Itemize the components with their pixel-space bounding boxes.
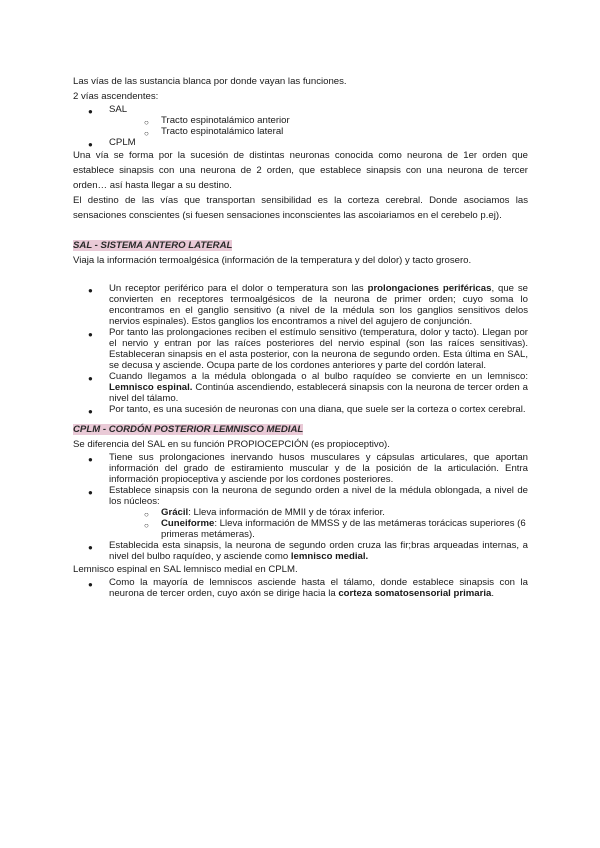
- heading-sal: SAL - SISTEMA ANTERO LATERAL: [73, 240, 233, 251]
- heading-cplm: CPLM - CORDÓN POSTERIOR LEMNISCO MEDIAL: [73, 424, 304, 435]
- bold-term: prolongaciones periféricas: [367, 283, 492, 294]
- intro-line: Las vías de las sustancia blanca por donde vayan las funciones.: [73, 76, 347, 87]
- list-item: ● Como la mayoría de lemniscos asciende hasta el tálamo, donde establece sinapsis con la neurona de tercer orden, cuyo axón se dirige hacia la corteza somatosensorial primaria.: [73, 577, 528, 599]
- intro-line-ascending: 2 vías ascendentes:: [73, 91, 159, 102]
- cplm-intro: Se diferencia del SAL en su función PROPIOCEPCIÓN (es propioceptivo).: [73, 439, 390, 450]
- lemnisco-note: Lemnisco espinal en SAL lemnisco medial en CPLM.: [73, 564, 298, 575]
- list-item-sal: ● SAL: [73, 104, 528, 115]
- list-item: ● Cuando llegamos a la médula oblongada o al bulbo raquídeo se convierte en un lemnisco: Lemnisco espinal. Continúa ascendiendo, establecerá sinapsis con la neurona de tercer orden a nivel del tálamo.: [73, 371, 528, 404]
- bold-term: corteza somatosensorial primaria: [338, 588, 492, 599]
- ascending-list: [73, 104, 528, 148]
- bold-term: Lemnisco espinal.: [109, 382, 193, 393]
- list-item: ● Tiene sus prolongaciones inervando husos musculares y cápsulas articulares, que aportan información del grado de estiramiento muscular y de la posición de la articulación. Entra información propioceptiva y asciende por los cordones posteriores.: [73, 452, 528, 485]
- list-item: ● Establece sinapsis con la neurona de segundo orden a nivel de la médula oblongada, a nivel de los núcleos:: [73, 485, 528, 507]
- cplm-list-2: [73, 577, 528, 599]
- sal-list: [73, 283, 528, 415]
- list-item: ● Establecida esta sinapsis, la neurona de segundo orden cruza las fir;bras arqueadas internas, a nivel del bulbo raquídeo, y asciende como lemnisco medial.: [73, 540, 528, 562]
- list-item: ● Por tanto las prolongaciones reciben el estímulo sensitivo (temperatura, dolor y tacto). Llegan por el nervio y entran por las raíces posteriores del nervio espinal (son las raíces sensitivas). Estableceran sinapsis en el asta posterior, con la neurona de segundo orden. Esta última en SAL, se decusa y asciende. Ocupa parte de los cordones anteriores y parte del cordón lateral.: [73, 327, 528, 371]
- bold-term: lemnisco medial.: [290, 551, 369, 562]
- list-item: ● Un receptor periférico para el dolor o temperatura son las prolongaciones periféricas, que se convierten en receptores termoalgésicos de la neurona de primer orden; cuyo soma lo encontramos en el ganglio sensitivo (a nivel de la médula son los ganglios sensitivos delos nervios espinales). Estos ganglios los encontramos a nivel del agujero de conjunción.: [73, 283, 528, 327]
- sub-item-lateral: ○ Tracto espinotalámico lateral: [73, 126, 528, 137]
- paragraph-destination: El destino de las vías que transportan sensibilidad es la corteza cerebral. Donde asociamos las sensaciones conscientes (si fuesen sensaciones inconscientes las ascoiariamos en el cerebelo p.ej).: [73, 195, 528, 221]
- sub-item-anterior: ○ Tracto espinotalámico anterior: [73, 115, 528, 126]
- sub-item-gracil: ○ Grácil: Lleva información de MMII y de tórax inferior.: [73, 507, 528, 518]
- cplm-list: [73, 452, 528, 562]
- list-item-cplm: ● CPLM: [73, 137, 528, 148]
- sub-item-cuneiforme: ○ Cuneiforme: Lleva información de MMSS y de las metámeras torácicas superiores (6 primeras metámeras).: [73, 518, 528, 540]
- paragraph-neurons: Una vía se forma por la sucesión de distintas neuronas conocida como neurona de 1er orden que establece sinapsis con una neurona de 2 orden, que establece sinapsis con una neurona de tercer orden… así hasta llegar a su destino.: [73, 150, 528, 191]
- list-item: ● Por tanto, es una sucesión de neuronas con una diana, que suele ser la corteza o cortex cerebral.: [73, 404, 528, 415]
- sal-intro: Viaja la información termoalgésica (información de la temperatura y del dolor) y tacto grosero.: [73, 255, 472, 266]
